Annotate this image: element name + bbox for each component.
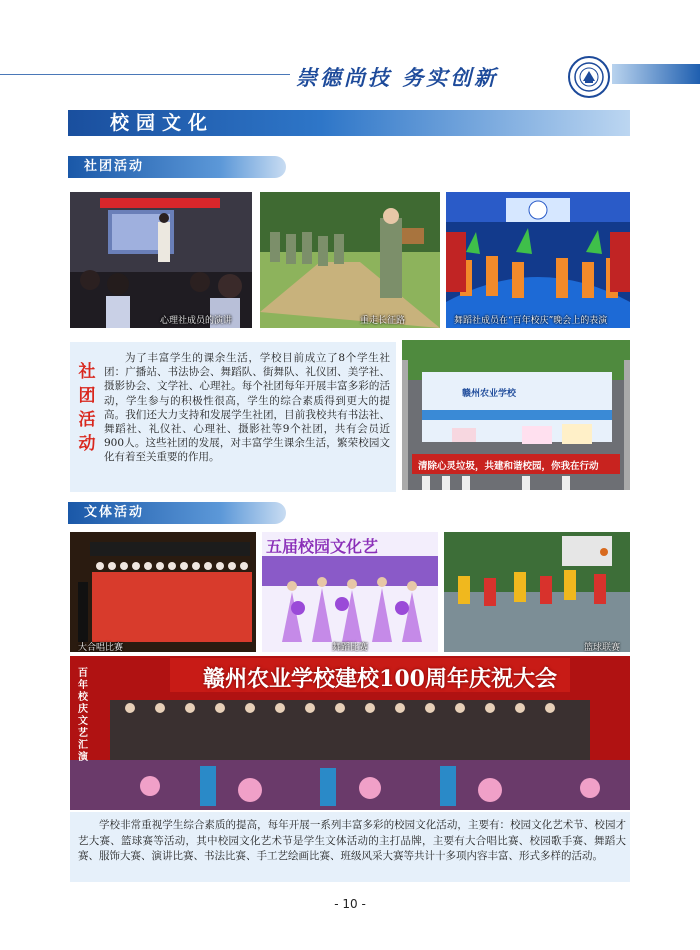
page-title: 校园文化	[110, 112, 215, 134]
section-title-clubs: 社团活动	[84, 159, 145, 174]
page-number: - 10 -	[334, 897, 366, 911]
dance-banner-text: 五届校园文化艺	[266, 537, 379, 556]
stage-banner-org: 赣州农业学校	[462, 389, 517, 399]
header-accent-bar	[612, 64, 700, 84]
photo-basketball	[444, 532, 630, 652]
clubs-vertical-title	[76, 360, 98, 456]
header-slogan: 崇德尚技 务实创新	[296, 65, 499, 90]
vertical-char: 团	[78, 386, 96, 406]
photo-club-stage	[402, 340, 630, 490]
arts-paragraph: 学校非常重视学生综合素质的提高，每年开展一系列丰富多彩的校园文化活动，主要有：校园文化艺术节、校园才艺大赛、篮球赛等活动，其中校园文化艺术节是学生文体活动的主打品牌，主要有大合唱比赛、校园歌手赛、舞蹈大赛、服饰大赛、演讲比赛、书法比赛、手工艺绘画比赛、班级风采大赛等共计十多项内容丰富、形式多样的活动。	[78, 819, 626, 862]
clubs-paragraph: 为了丰富学生的课余生活，学校目前成立了8个学生社团：广播站、书法协会、舞蹈队、街舞队、礼仪团、美学社、摄影协会、文学社、心理社。每个社团每年开展丰富多彩的活动，学生参与的积极性很高，学生的综合素质得到更大的提高。我们还大力支持和发展学生社团，目前我校共有书法社、舞蹈社、礼仪社、心理社、摄影社等9个社团，共有会员近900人。这些社团的发展，对丰富学生课余生活，繁荣校园文化有着至关重要的作用。	[104, 352, 390, 464]
photo-dance-contest	[262, 532, 438, 652]
photo-caption: 心理社成员的演讲	[160, 316, 233, 326]
photo-caption: 重走长征路	[360, 316, 406, 326]
photo-long-march	[260, 192, 440, 328]
photo-caption: 大合唱比赛	[78, 643, 124, 652]
photo-caption: 舞蹈社成员在“百年校庆”晚会上的表演	[454, 316, 608, 326]
section-title-arts: 文体活动	[84, 505, 145, 520]
school-emblem-icon	[568, 56, 610, 98]
photo-psych-club	[70, 192, 252, 328]
photo-caption: 篮球联赛	[584, 643, 621, 652]
centennial-side-caption: 百年校庆文艺汇演	[78, 668, 88, 763]
vertical-char: 动	[78, 434, 96, 454]
photo-chorus	[70, 532, 256, 652]
photo-dance-club	[446, 192, 630, 328]
centennial-banner: 赣州农业学校建校100周年庆祝大会	[203, 666, 557, 692]
header-rule	[0, 74, 290, 75]
photo-centennial	[70, 656, 630, 810]
photo-caption: 舞蹈比赛	[332, 643, 369, 652]
stage-banner-slogan: 清除心灵垃圾，共建和谐校园，你我在行动	[418, 461, 599, 472]
vertical-char: 社	[78, 362, 96, 382]
vertical-char: 活	[78, 410, 96, 430]
